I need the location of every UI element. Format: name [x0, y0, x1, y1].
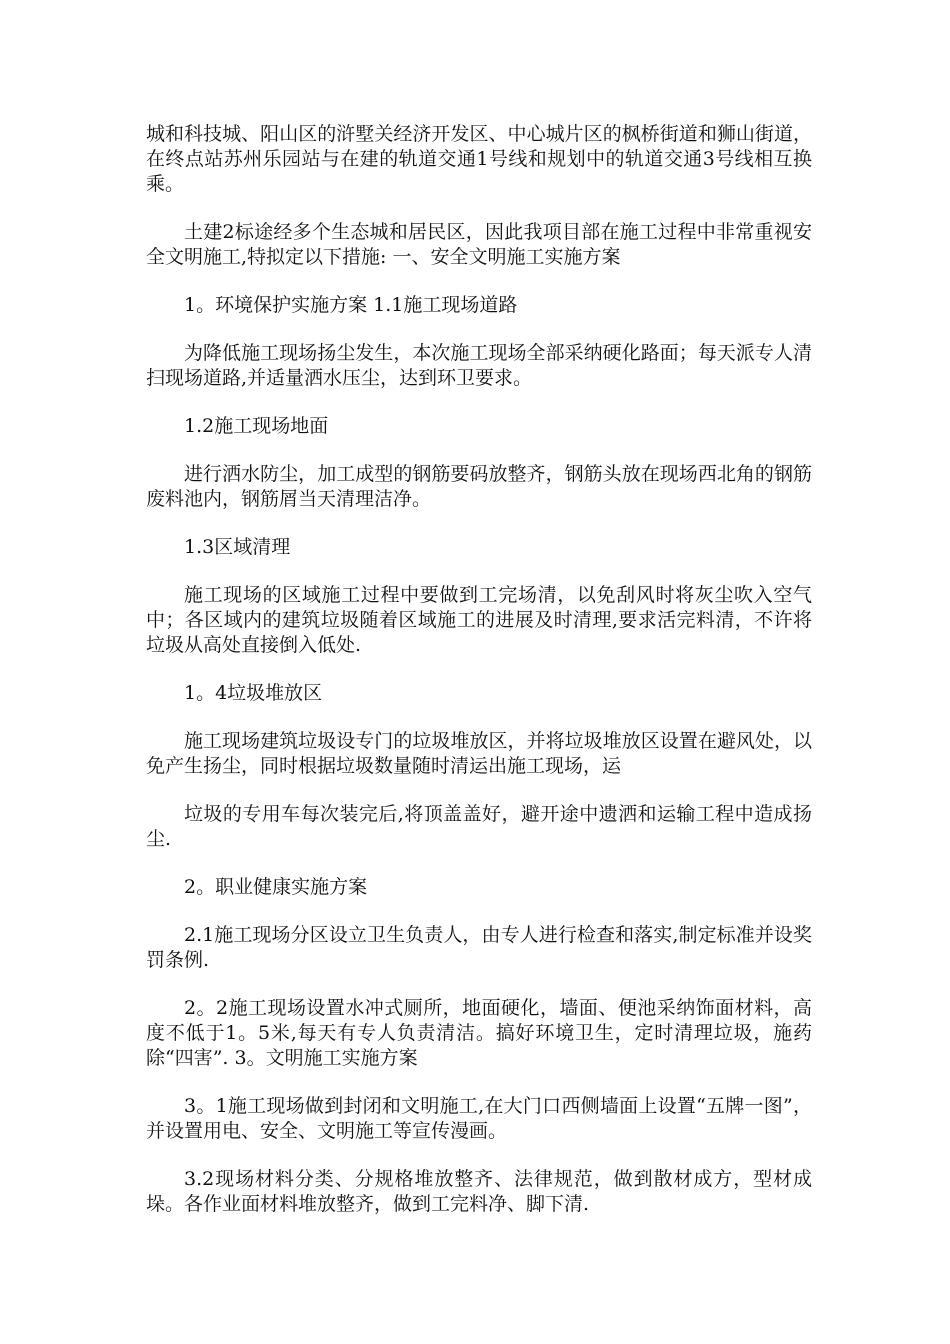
paragraph-civilized-3-2: 3.2现场材料分类、分规格堆放整齐、法律规范，做到散材成方，型材成垛。各作业面材料堆放整齐，做到工完料净、脚下清. [146, 1168, 812, 1215]
paragraph-route-description: 城和科技城、阳山区的浒墅关经济开发区、中心城片区的枫桥街道和狮山街道，在终点站苏州乐园站与在建的轨道交通1号线和规划中的轨道交通3号线相互换乘。 [146, 123, 812, 195]
paragraph-area-cleanup: 施工现场的区域施工过程中要做到工完场清，以免刮风时将灰尘吹入空气中；各区域内的建筑垃圾随着区域施工的进展及时清理,要求活完料清，不许将垃圾从高处直接倒入低处. [146, 584, 812, 656]
heading-occupational-health: 2。职业健康实施方案 [184, 876, 368, 898]
paragraph-site-roads: 为降低施工现场扬尘发生，本次施工现场全部采纳硬化路面；每天派专人清扫现场道路,并适量洒水压尘，达到环卫要求。 [146, 342, 812, 389]
heading-garbage-area: 1。4垃圾堆放区 [184, 682, 323, 704]
document-body [146, 122, 812, 1240]
paragraph-health-2-2: 2。2施工现场设置水冲式厕所，地面硬化，墙面、便池采纳饰面材料，高度不低于1。5米,每天有专人负责清洁。搞好环境卫生，定时清理垃圾，施药除“四害”. 3。文明施工实施方案 [146, 997, 812, 1069]
paragraph-garbage-transport: 垃圾的专用车每次装完后,将顶盖盖好，避开途中遗洒和运输工程中造成扬尘. [146, 803, 812, 850]
heading-site-ground: 1.2施工现场地面 [184, 415, 329, 437]
paragraph-site-ground: 进行洒水防尘，加工成型的钢筋要码放整齐，钢筋头放在现场西北角的钢筋废料池内，钢筋屑当天清理洁净。 [146, 463, 812, 510]
paragraph-civilized-3-1: 3。1施工现场做到封闭和文明施工,在大门口西侧墙面上设置“五牌一图”，并设置用电、安全、文明施工等宣传漫画。 [146, 1095, 812, 1142]
paragraph-health-2-1: 2.1施工现场分区设立卫生负责人，由专人进行检查和落实,制定标准并设奖罚条例. [146, 924, 812, 971]
heading-environment-protection: 1。环境保护实施方案 1.1施工现场道路 [184, 294, 518, 316]
heading-area-cleanup: 1.3区域清理 [184, 536, 291, 558]
paragraph-intro-measures: 土建2标途经多个生态城和居民区，因此我项目部在施工过程中非常重视安全文明施工,特拟定以下措施: 一、安全文明施工实施方案 [146, 221, 812, 268]
paragraph-garbage-area: 施工现场建筑垃圾设专门的垃圾堆放区，并将垃圾堆放区设置在避风处，以免产生扬尘，同时根据垃圾数量随时清运出施工现场，运 [146, 730, 812, 777]
